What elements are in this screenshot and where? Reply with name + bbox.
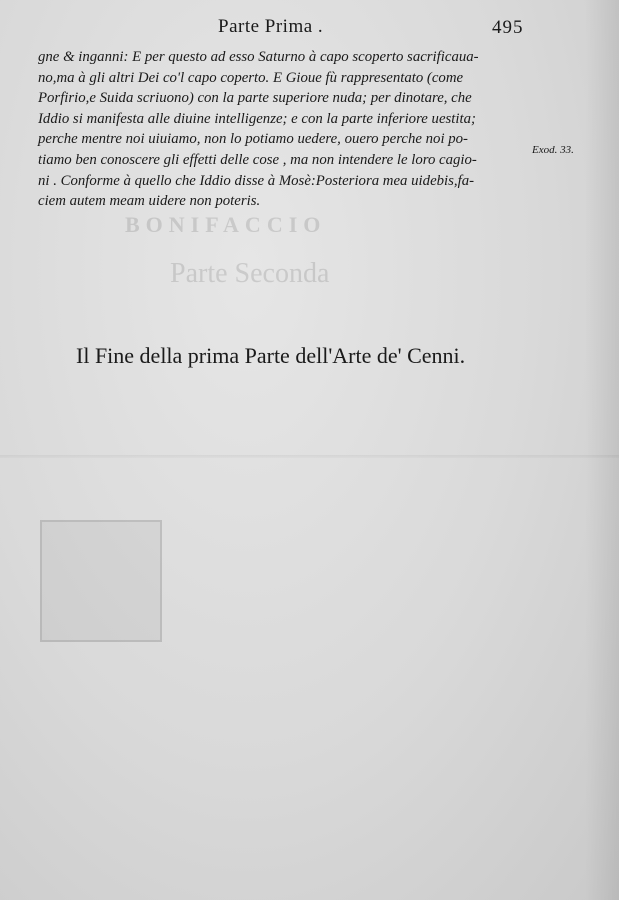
show-through-part: Parte Seconda — [170, 258, 330, 289]
body-line: no,ma à gli altri Dei co'l capo coperto. E Gioue fù rappresentato (come — [38, 69, 464, 86]
body-line: gne & inganni: E per questo ad esso Saturno à capo scoperto sacrificaua- — [38, 49, 479, 65]
body-paragraph — [38, 47, 538, 212]
running-title: Parte Prima . — [218, 16, 324, 37]
body-line: ciem autem meam uidere non poteris. — [38, 193, 261, 210]
show-through-title: BONIFACCIO — [125, 212, 327, 237]
page-edge-shadow — [585, 0, 619, 900]
body-line: Porfirio,e Suida scriuono) con la parte superiore nuda; per dinotare, che — [38, 90, 472, 107]
body-line: perche mentre noi uiuiamo, non lo potiamo uedere, ouero perche noi po- — [38, 131, 468, 148]
body-line: Iddio si manifesta alle diuine intelligenze; e con la parte inferiore uestita; — [38, 110, 476, 127]
show-through-initial-letter — [40, 520, 162, 642]
page-fold — [0, 455, 619, 458]
body-line: tiamo ben conoscere gli effetti delle cose , ma non intendere le loro cagio- — [38, 151, 477, 168]
page-number: 495 — [492, 17, 524, 38]
marginal-note: Exod. 33. — [532, 144, 574, 156]
end-of-part-title: Il Fine della prima Parte dell'Arte de' Cenni. — [76, 343, 466, 368]
body-line: ni . Conforme à quello che Iddio disse à Mosè:Posteriora mea uidebis,fa- — [38, 172, 475, 189]
